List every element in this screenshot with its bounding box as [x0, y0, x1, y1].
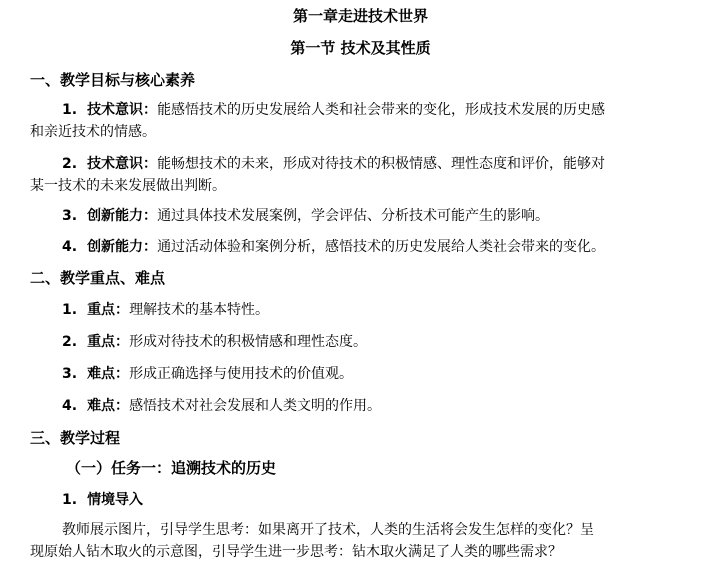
goal-label: 创新能力： [87, 208, 158, 224]
keypoint-text: 形成对待技术的积极情感和理性态度。 [129, 334, 368, 350]
goal-number: 3. [62, 208, 78, 224]
goal-item-2 [62, 154, 605, 174]
goal-number: 4. [62, 239, 78, 255]
keypoint-number: 4. [62, 398, 78, 414]
section-title: 第一节 技术及其性质 [290, 39, 431, 57]
goal-text: 能畅想技术的未来，形成对待技术的积极情感、理性态度和评价，能够对 [157, 156, 606, 172]
goal-label: 技术意识： [87, 156, 158, 172]
chapter-title: 第一章走进技术世界 [292, 7, 428, 25]
keypoint-text: 感悟技术对社会发展和人类文明的作用。 [129, 398, 382, 414]
goal-text: 通过具体技术发展案例，学会评估、分析技术可能产生的影响。 [157, 208, 550, 224]
paragraph-line-2: 现原始人钻木取火的示意图，引导学生进一步思考：钻木取火满足了人类的哪些需求？ [30, 544, 562, 560]
goal-item-1-cont: 和亲近技术的情感。 [30, 124, 156, 140]
keypoint-number: 2. [62, 334, 78, 350]
step-number: 1. [62, 492, 78, 508]
step-heading [62, 490, 143, 510]
task-heading: （一）任务一：追溯技术的历史 [66, 459, 277, 477]
keypoint-label: 难点： [87, 366, 130, 382]
keypoint-number: 1. [62, 302, 78, 318]
heading-goals: 一、教学目标与核心素养 [30, 71, 196, 89]
goal-label: 技术意识： [87, 102, 158, 118]
keypoint-text: 理解技术的基本特性。 [129, 302, 270, 318]
goal-text: 能感悟技术的历史发展给人类和社会带来的变化，形成技术发展的历史感 [157, 102, 606, 118]
heading-keypoints: 二、教学重点、难点 [30, 269, 166, 287]
goal-label: 创新能力： [87, 239, 158, 255]
goal-item-1 [62, 100, 605, 120]
keypoint-text: 形成正确选择与使用技术的价值观。 [129, 366, 354, 382]
keypoint-label: 重点： [87, 302, 130, 318]
paragraph-line-1: 教师展示图片，引导学生思考：如果离开了技术，人类的生活将会发生怎样的变化？呈 [62, 522, 594, 538]
heading-process: 三、教学过程 [30, 429, 121, 447]
keypoint-label: 难点： [87, 398, 130, 414]
goal-item-2-cont: 某一技术的未来发展做出判断。 [30, 178, 226, 194]
keypoint-number: 3. [62, 366, 78, 382]
keypoint-item-4 [62, 396, 381, 416]
goal-number: 2. [62, 156, 78, 172]
keypoint-label: 重点： [87, 334, 130, 350]
goal-number: 1. [62, 102, 78, 118]
keypoint-item-3 [62, 364, 353, 384]
keypoint-item-2 [62, 332, 367, 352]
goal-text: 通过活动体验和案例分析，感悟技术的历史发展给人类社会带来的变化。 [157, 239, 606, 255]
goal-item-4 [62, 237, 605, 257]
keypoint-item-1 [62, 300, 269, 320]
goal-item-3 [62, 206, 549, 226]
step-label: 情境导入 [87, 492, 144, 508]
